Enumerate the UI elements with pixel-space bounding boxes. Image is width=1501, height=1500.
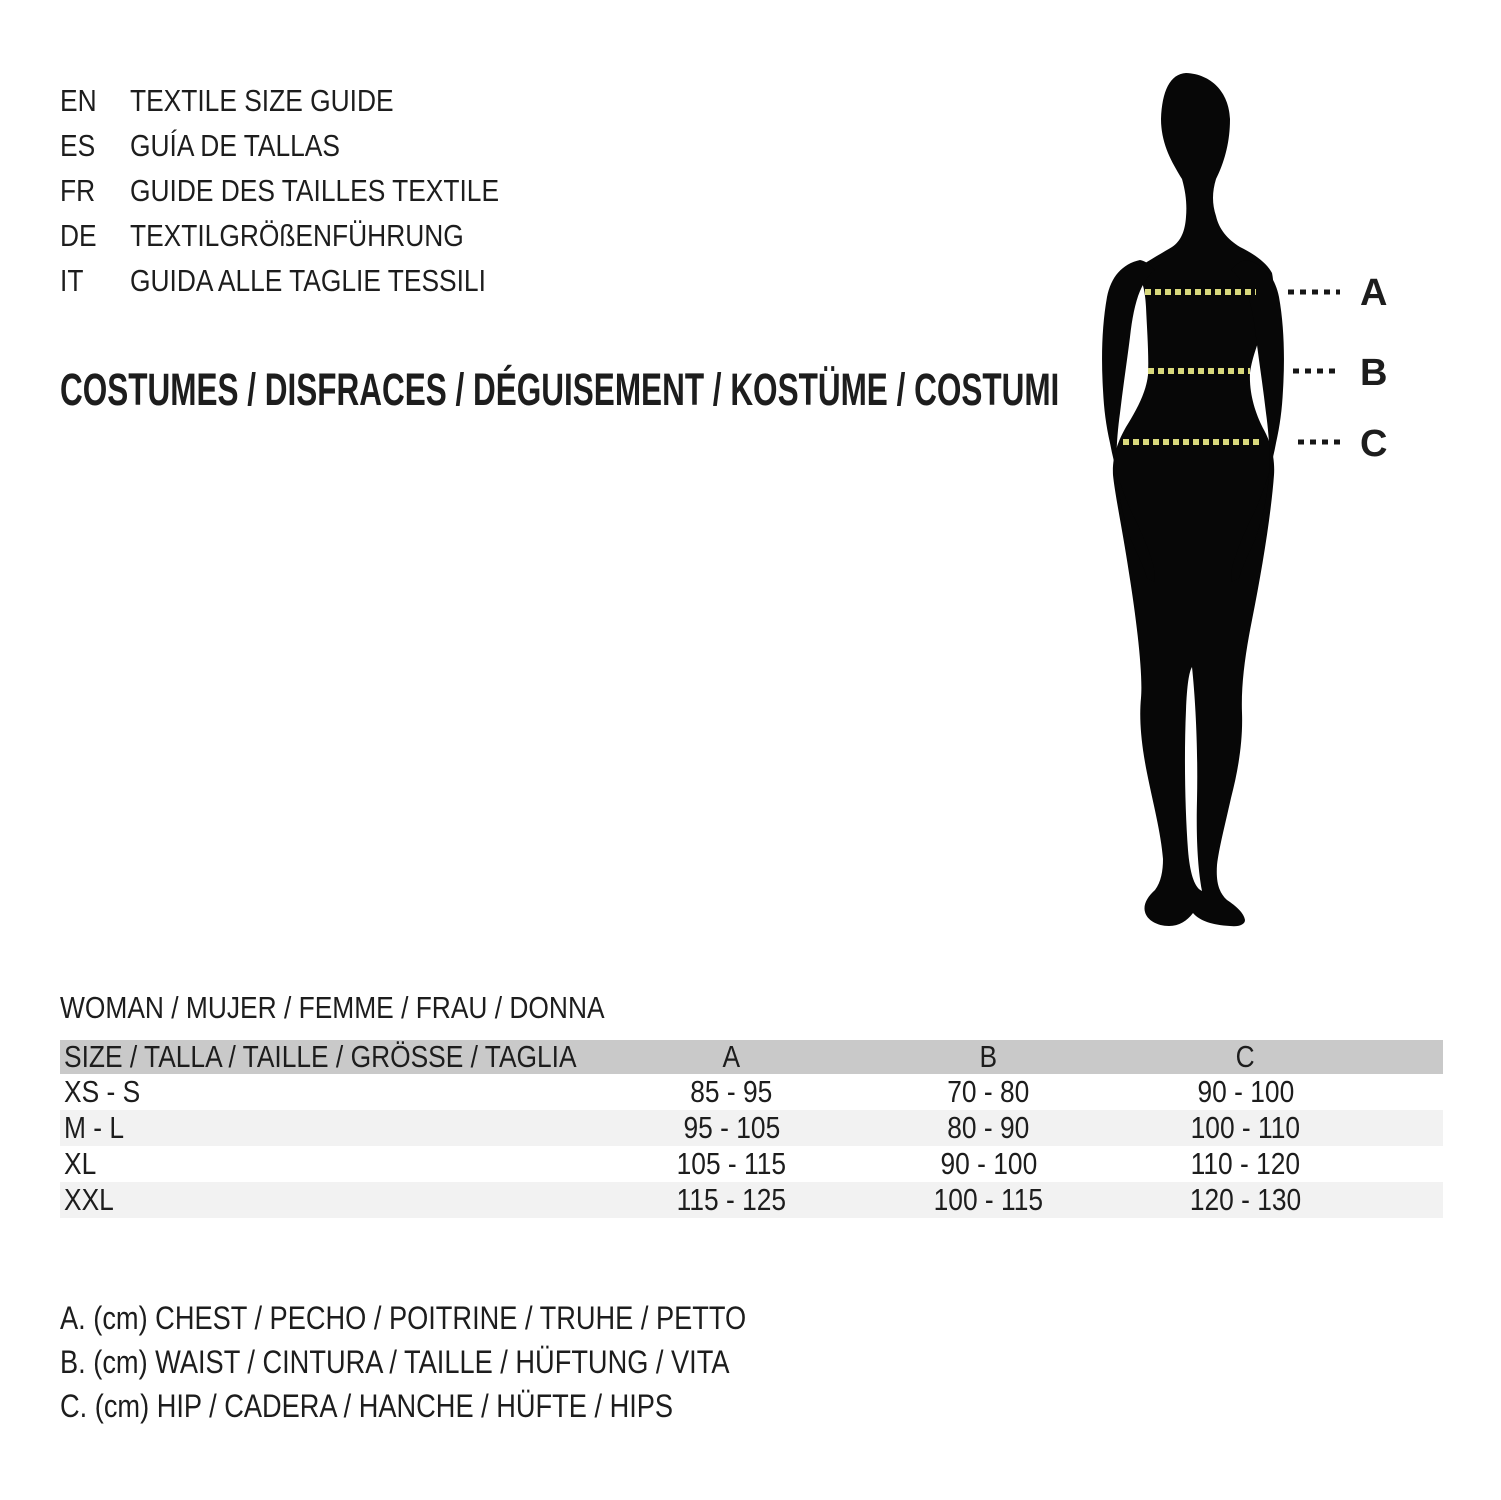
language-code-de: DE (60, 217, 97, 253)
legend-chest-text: A. (cm) CHEST / PECHO / POITRINE / TRUHE / PETTO (60, 1300, 747, 1336)
hip-value: 90 - 100 (1197, 1074, 1294, 1109)
language-guide-list (60, 78, 564, 303)
waist-value: 80 - 90 (947, 1110, 1030, 1145)
size-cell: XS - S (64, 1074, 141, 1109)
column-header-a: A (722, 1039, 741, 1074)
measurement-legend (60, 1300, 867, 1432)
measure-label-a: A (1360, 272, 1388, 314)
language-code-it: IT (60, 262, 84, 298)
woman-silhouette-body (1113, 73, 1274, 926)
legend-waist-text: B. (cm) WAIST / CINTURA / TAILLE / HÜFTUNG / VITA (60, 1344, 730, 1380)
table-row-xxl (60, 1182, 1443, 1218)
legend-hip-text: C. (cm) HIP / CADERA / HANCHE / HÜFTE / HIPS (60, 1388, 674, 1424)
waist-value: 70 - 80 (947, 1074, 1030, 1109)
language-item-fr (60, 168, 564, 213)
size-cell: M - L (64, 1110, 125, 1145)
size-table-header-row (60, 1040, 1443, 1074)
language-code-es: ES (60, 127, 96, 163)
language-title-de: TEXTILGRÖßENFÜHRUNG (130, 217, 464, 253)
size-cell: XL (64, 1146, 97, 1181)
waist-value: 100 - 115 (933, 1182, 1044, 1217)
language-title-fr: GUIDE DES TAILLES TEXTILE (130, 172, 500, 208)
hip-value: 110 - 120 (1190, 1146, 1301, 1181)
language-item-en (60, 78, 564, 123)
category-title-text: COSTUMES / DISFRACES / DÉGUISEMENT / KOSTÜME / COSTUMI (60, 364, 1060, 416)
size-column-header: SIZE / TALLA / TAILLE / GRÖSSE / TAGLIA (64, 1039, 577, 1074)
language-title-it: GUIDA ALLE TAGLIE TESSILI (130, 262, 486, 298)
chest-value: 105 - 115 (676, 1146, 787, 1181)
column-header-b: B (979, 1039, 998, 1074)
language-title-es: GUÍA DE TALLAS (130, 127, 340, 163)
size-cell: XXL (64, 1182, 114, 1217)
hip-value: 100 - 110 (1190, 1110, 1301, 1145)
chest-value: 85 - 95 (690, 1074, 773, 1109)
hip-value: 120 - 130 (1189, 1182, 1302, 1217)
waist-value: 90 - 100 (940, 1146, 1037, 1181)
chest-value: 95 - 105 (683, 1110, 780, 1145)
language-code-en: EN (60, 82, 97, 118)
measure-label-b: B (1360, 352, 1388, 394)
table-row-xl (60, 1146, 1443, 1182)
measure-label-c: C (1360, 423, 1388, 465)
legend-item-chest (60, 1300, 867, 1344)
language-title-en: TEXTILE SIZE GUIDE (130, 82, 394, 118)
language-item-it (60, 258, 564, 303)
size-table (60, 1040, 1443, 1218)
table-row-xs-s (60, 1074, 1443, 1110)
column-header-c: C (1235, 1039, 1256, 1074)
chest-value: 115 - 125 (676, 1182, 787, 1217)
language-item-es (60, 123, 564, 168)
language-item-de (60, 213, 564, 258)
woman-silhouette-figure (1060, 65, 1380, 945)
legend-item-waist (60, 1344, 867, 1388)
language-code-fr: FR (60, 172, 96, 208)
gender-title-text: WOMAN / MUJER / FEMME / FRAU / DONNA (60, 990, 605, 1025)
table-row-m-l (60, 1110, 1443, 1146)
gender-title (60, 990, 701, 1026)
legend-item-hip (60, 1388, 867, 1432)
